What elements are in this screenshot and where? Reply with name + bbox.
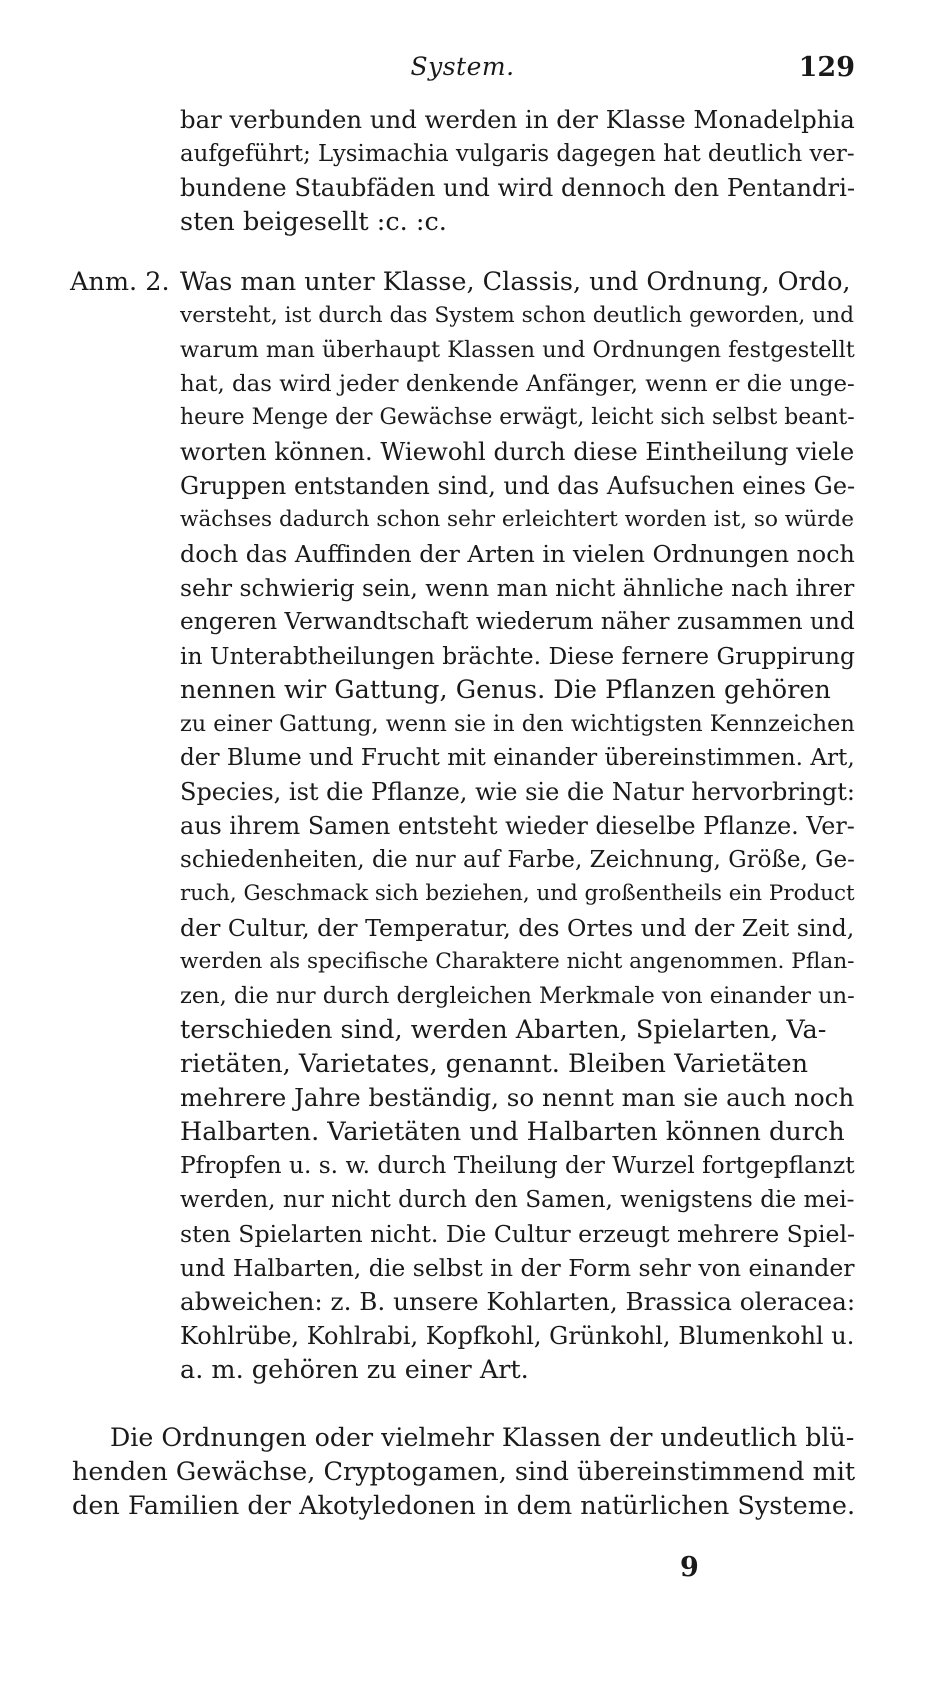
text-line: heure Menge der Gewächse erwägt, leicht sich selbst beant-: [180, 405, 855, 430]
text-line: in Unterabtheilungen brächte. Diese fernere Gruppirung: [180, 642, 855, 670]
text-line: bundene Staubfäden und wird dennoch den Pentandri-: [180, 173, 856, 202]
text-line: nennen wir Gattung, Genus. Die Pflanzen gehören: [180, 675, 831, 705]
text-line: doch das Auffinden der Arten in vielen Ordnungen noch: [180, 540, 855, 568]
text-line: werden, nur nicht durch den Samen, wenigstens die mei-: [180, 1186, 855, 1213]
text-line: aufgeführt; Lysimachia vulgaris dagegen hat deutlich ver-: [180, 141, 855, 167]
text-line: hat, das wird jeder denkende Anfänger, wenn er die unge-: [180, 371, 855, 397]
text-line: rietäten, Varietates, genannt. Bleiben Varietäten: [180, 1049, 809, 1079]
text-line: sten beigesellt :c. :c.: [180, 207, 447, 237]
text-line: werden als specifische Charaktere nicht angenommen. Pflan-: [180, 949, 855, 974]
text-line: terschieden sind, werden Abarten, Spielarten, Va-: [180, 1015, 827, 1045]
text-line: aus ihrem Samen entsteht wieder dieselbe Pflanze. Ver-: [180, 812, 855, 840]
signature-mark: 9: [680, 1552, 699, 1583]
text-line: der Cultur, der Temperatur, des Ortes und der Zeit sind,: [180, 914, 855, 942]
text-line: worten können. Wiewohl durch diese Eintheilung viele: [180, 437, 855, 466]
text-line: a. m. gehören zu einer Art.: [180, 1355, 529, 1385]
text-line: Species, ist die Pflanze, wie sie die Natur hervorbringt:: [180, 778, 855, 806]
text-line: zen, die nur durch dergleichen Merkmale von einander un-: [180, 983, 855, 1009]
text-line: und Halbarten, die selbst in der Form sehr von einander: [180, 1254, 855, 1282]
page-number: 129: [798, 52, 855, 83]
running-head: System.: [410, 52, 515, 81]
text-line: Gruppen entstanden sind, und das Aufsuchen eines Ge-: [180, 472, 856, 500]
text-line: ruch, Geschmack sich beziehen, und großentheils ein Product: [180, 881, 855, 906]
text-line: den Familien der Akotyledonen in dem natürlichen Systeme.: [72, 1491, 856, 1521]
text-line: sehr schwierig sein, wenn man nicht ähnliche nach ihrer: [180, 574, 855, 602]
text-line: Halbarten. Varietäten und Halbarten können durch: [180, 1117, 845, 1147]
text-line: versteht, ist durch das System schon deutlich geworden, und: [180, 303, 855, 328]
text-line: der Blume und Frucht mit einander übereinstimmen. Art,: [180, 745, 855, 771]
note-label: Anm. 2.: [70, 267, 170, 297]
text-line: engeren Verwandtschaft wiederum näher zusammen und: [180, 608, 855, 635]
text-line: Was man unter Klasse, Classis, und Ordnung, Ordo,: [180, 267, 851, 297]
text-line: wächses dadurch schon sehr erleichtert worden ist, so würde: [180, 507, 854, 532]
text-line: schiedenheiten, die nur auf Farbe, Zeichnung, Größe, Ge-: [180, 847, 855, 873]
text-line: mehrere Jahre beständig, so nennt man sie auch noch: [180, 1083, 855, 1112]
text-line: Kohlrübe, Kohlrabi, Kopfkohl, Grünkohl, Blumenkohl u.: [180, 1322, 855, 1350]
text-line: warum man überhaupt Klassen und Ordnungen festgestellt: [180, 337, 855, 363]
page-header: [70, 52, 855, 92]
text-line: Die Ordnungen oder vielmehr Klassen der undeutlich blü-: [110, 1423, 855, 1452]
text-line: zu einer Gattung, wenn sie in den wichtigsten Kennzeichen: [180, 711, 855, 737]
text-line: bar verbunden und werden in der Klasse Monadelphia: [180, 105, 855, 134]
text-line: henden Gewächse, Cryptogamen, sind übereinstimmend mit: [72, 1457, 856, 1487]
text-line: sten Spielarten nicht. Die Cultur erzeugt mehrere Spiel-: [180, 1220, 856, 1248]
text-line: abweichen: z. B. unsere Kohlarten, Brassica oleracea:: [180, 1287, 856, 1316]
text-line: Pfropfen u. s. w. durch Theilung der Wurzel fortgepflanzt: [180, 1152, 855, 1179]
